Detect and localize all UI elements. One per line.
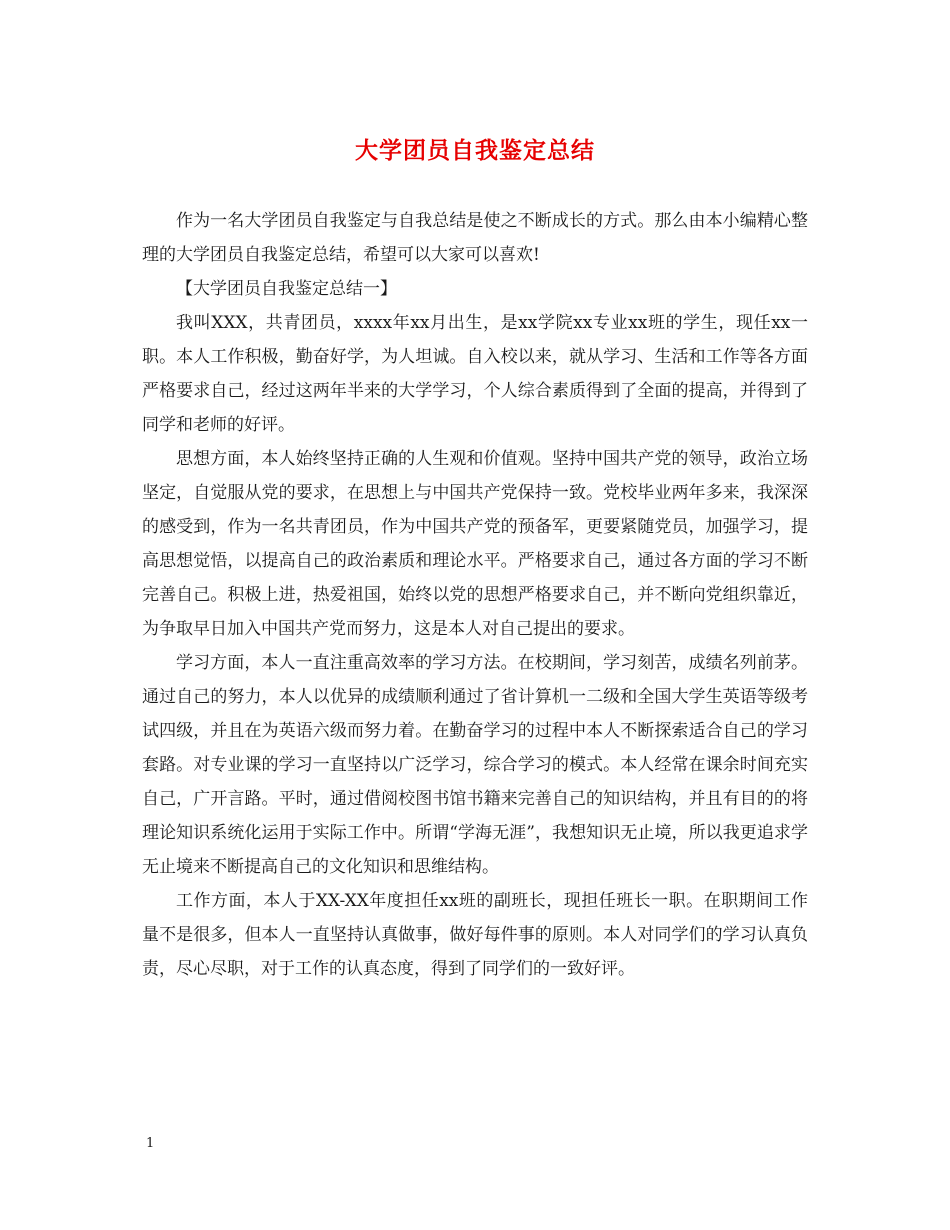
document-title: 大学团员自我鉴定总结 [355,137,595,164]
body-paragraph: 工作方面，本人于XX-XX年度担任xx班的副班长，现担任班长一职。在职期间工作量不是很多，但本人一直坚持认真做事，做好每件事的原则。本人对同学们的学习认真负责，尽心尽职，对于工作的认真态度，得到了同学们的一致好评。 [142,891,808,979]
document-body [142,204,808,986]
body-paragraph: 思想方面，本人始终坚持正确的人生观和价值观。坚持中国共产党的领导，政治立场坚定，自觉服从党的要求，在思想上与中国共产党保持一致。党校毕业两年多来，我深深的感受到，作为一名共青团员，作为中国共产党的预备军，更要紧随党员，加强学习，提高思想觉悟，以提高自己的政治素质和理论水平。严格要求自己，通过各方面的学习不断完善自己。积极上进，热爱祖国，始终以党的思想严格要求自己，并不断向党组织靠近，为争取早日加入中国共产党而努力，这是本人对自己提出的要求。 [142,449,808,639]
body-paragraph: 学习方面，本人一直注重高效率的学习方法。在校期间，学习刻苦，成绩名列前茅。通过自己的努力，本人以优异的成绩顺利通过了省计算机一二级和全国大学生英语等级考试四级，并且在为英语六级而努力着。在勤奋学习的过程中本人不断探索适合自己的学习套路。对专业课的学习一直坚持以广泛学习，综合学习的模式。本人经常在课余时间充实自己，广开言路。平时，通过借阅校图书馆书籍来完善自己的知识结构，并且有目的的将理论知识系统化运用于实际工作中。所谓“学海无涯”，我想知识无止境，所以我更追求学无止境来不断提高自己的文化知识和思维结构。 [142,653,808,877]
page-number: 1 [146,1136,155,1151]
section-heading: 【大学团员自我鉴定总结一】 [176,279,397,299]
intro-paragraph: 作为一名大学团员自我鉴定与自我总结是使之不断成长的方式。那么由本小编精心整理的大学团员自我鉴定总结，希望可以大家可以喜欢! [142,211,808,265]
body-paragraph: 我叫XXX，共青团员，xxxx年xx月出生，是xx学院xx专业xx班的学生，现任xx一职。本人工作积极，勤奋好学，为人坦诚。自入校以来，就从学习、生活和工作等各方面严格要求自己，经过这两年半来的大学学习，个人综合素质得到了全面的提高，并得到了同学和老师的好评。 [142,313,808,435]
